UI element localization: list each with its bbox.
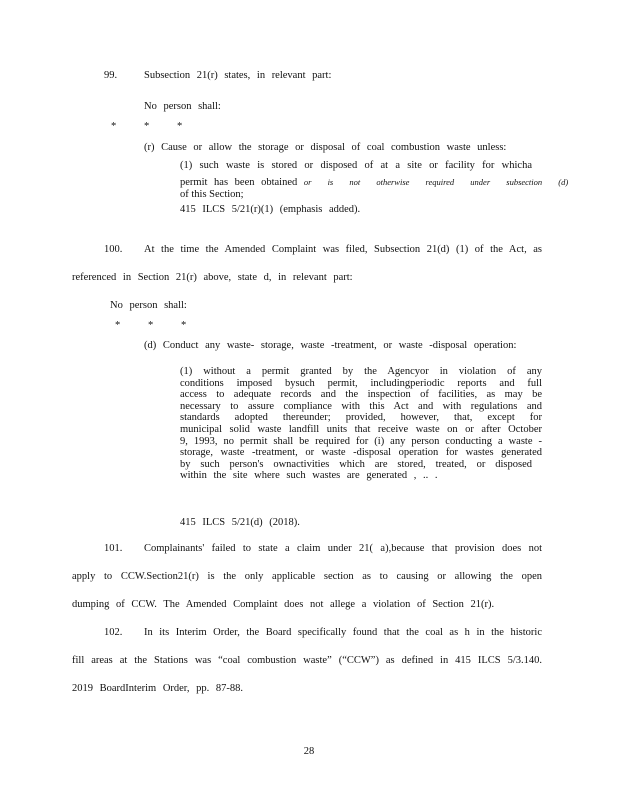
para-99-sub-line-1: (1) such waste is stored or disposed of at a site or facility for whicha <box>180 160 532 171</box>
para-101-line-3: dumping of CCW. The Amended Complaint does not allege a violation of Section 21(r). <box>72 599 495 610</box>
para-99-citation: 415 ILCS 5/21(r)(1) (emphasis added). <box>180 204 361 215</box>
star: * <box>111 121 117 132</box>
star: * <box>144 121 150 132</box>
quote-line: within the site where such wastes are generated , .. . <box>180 470 438 482</box>
quote-line: access to adequate records and the inspection of facilities, as may be <box>180 389 542 401</box>
para-99-sub-line-2-a: permit has been obtained <box>180 177 304 188</box>
quote-line: municipal solid waste landfill units that receive waste on or after October <box>180 423 542 435</box>
para-100-ellipsis-stars <box>115 320 214 332</box>
page-number: 28 <box>303 746 315 757</box>
star: * <box>181 320 187 331</box>
para-99-no-person: No person shall: <box>144 101 221 112</box>
para-99-ellipsis-stars <box>111 121 210 133</box>
para-102-line-2: fill areas at the Stations was “coal combustion waste” (“CCW”) as defined in 415 ILCS 5/3.140. <box>72 655 542 666</box>
para-100-clause-d: (d) Conduct any waste- storage, waste -treatment, or waste -disposal operation: <box>144 340 517 351</box>
para-102-number: 102. <box>104 627 123 638</box>
star: * <box>177 121 183 132</box>
star: * <box>148 320 154 331</box>
para-99-text: Subsection 21(r) states, in relevant part: <box>144 70 332 81</box>
quote-line: storage, waste -treatment, or waste -disposal operation for wastes generated <box>180 447 542 459</box>
para-100-line-2: referenced in Section 21(r) above, state d, in relevant part: <box>72 272 353 283</box>
para-102-line-1: In its Interim Order, the Board specifically found that the coal as h in the historic <box>144 627 542 638</box>
para-100-no-person: No person shall: <box>110 300 187 311</box>
para-100-block-quote <box>180 366 542 482</box>
quote-line: conditions imposed bysuch permit, includingperiodic reports and full <box>180 377 542 389</box>
para-100-line-1: At the time the Amended Complaint was filed, Subsection 21(d) (1) of the Act, as <box>144 244 542 255</box>
quote-line: standards adopted thereunder; provided, however, that, except for <box>180 412 542 424</box>
para-99-sub-line-2-italic: or is not otherwise required under subsection (d) <box>303 177 569 187</box>
quote-line: by such person's ownactivities which are stored, treated, or disposed <box>180 458 532 470</box>
para-99-clause-r: (r) Cause or allow the storage or disposal of coal combustion waste unless: <box>144 142 507 153</box>
para-99-number: 99. <box>104 70 118 81</box>
para-100-number: 100. <box>104 244 123 255</box>
para-101-number: 101. <box>104 543 123 554</box>
para-99-sub-line-3: of this Section; <box>180 189 244 200</box>
para-102-line-3: 2019 BoardInterim Order, pp. 87-88. <box>72 683 244 694</box>
para-99-sub-line-2 <box>180 176 569 189</box>
star: * <box>115 320 121 331</box>
quote-line: 9, 1993, no permit shall be required for (i) any person conducting a waste - <box>180 435 542 447</box>
quote-line: (1) without a permit granted by the Agencyor in violation of any <box>180 366 542 377</box>
para-100-citation: 415 ILCS 5/21(d) (2018). <box>180 517 300 528</box>
para-101-line-1: Complainants' failed to state a claim under 21( a),because that provision does not <box>144 543 542 554</box>
quote-line: necessary to assure compliance with this Act and with regulations and <box>180 400 542 412</box>
para-101-line-2: apply to CCW.Section21(r) is the only applicable section as to causing or allowing the open <box>72 571 542 582</box>
